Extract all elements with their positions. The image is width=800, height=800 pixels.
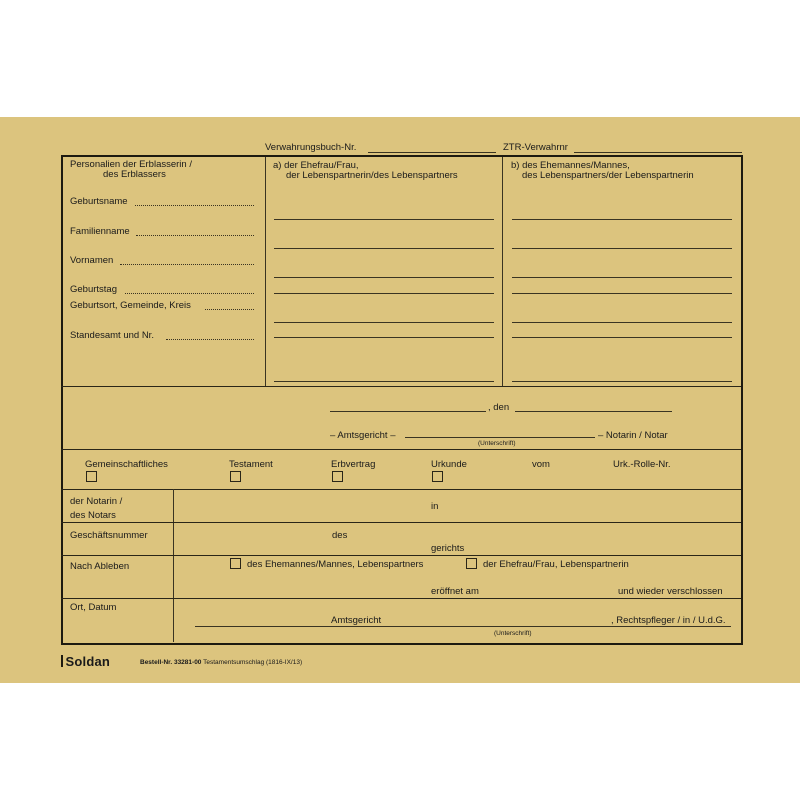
verwahrungsbuch-line[interactable] — [368, 152, 496, 153]
date-line[interactable] — [515, 411, 672, 412]
col-b-line[interactable] — [512, 293, 732, 294]
ehefrau-checkbox[interactable] — [466, 558, 477, 569]
geburtstag-line[interactable] — [125, 293, 254, 294]
place-line[interactable] — [330, 411, 486, 412]
notarin-label: – Notarin / Notar — [598, 430, 668, 441]
ehefrau-option-label: der Ehefrau/Frau, Lebenspartnerin — [483, 559, 629, 570]
order-info — [140, 659, 302, 666]
field-geburtstag: Geburtstag — [70, 284, 117, 295]
col-b-line[interactable] — [512, 219, 732, 220]
signature-line-2[interactable] — [195, 626, 731, 627]
col-a-subtitle: der Lebenspartnerin/des Lebenspartners — [286, 170, 458, 181]
ehemann-option-label: des Ehemannes/Mannes, Lebenspartners — [247, 559, 424, 570]
col-a-line[interactable] — [274, 381, 494, 382]
urkunde-checkbox[interactable] — [432, 471, 443, 482]
field-geburtsort: Geburtsort, Gemeinde, Kreis — [70, 300, 191, 311]
vom-label: vom — [532, 459, 550, 470]
column-divider-b — [502, 157, 503, 386]
field-vornamen: Vornamen — [70, 255, 114, 266]
column-divider-a — [265, 157, 266, 386]
field-familienname: Familienname — [70, 226, 130, 237]
unterschrift-caption-2: (Unterschrift) — [494, 630, 532, 637]
notars-row-label: des Notars — [70, 510, 116, 521]
col-b-line[interactable] — [512, 337, 732, 338]
personalien-title: Personalien der Erblasserin / — [70, 159, 192, 170]
familienname-line[interactable] — [136, 235, 254, 236]
personalien-subtitle: des Erblassers — [103, 169, 166, 180]
section-divider — [61, 449, 741, 450]
notarin-row-label: der Notarin / — [70, 496, 123, 507]
field-standesamt: Standesamt und Nr. — [70, 330, 154, 341]
ehemann-checkbox[interactable] — [230, 558, 241, 569]
ztr-line[interactable] — [574, 152, 742, 153]
col-a-line[interactable] — [274, 248, 494, 249]
type-erbvertrag: Erbvertrag — [331, 459, 376, 470]
geburtsort-line[interactable] — [205, 309, 254, 310]
order-description: Testamentsumschlag (1816-IX/13) — [203, 659, 303, 666]
logo-bar — [61, 655, 63, 667]
standesamt-line[interactable] — [166, 339, 254, 340]
erbvertrag-checkbox[interactable] — [332, 471, 343, 482]
testament-checkbox[interactable] — [230, 471, 241, 482]
gemeinschaftliches-checkbox[interactable] — [86, 471, 97, 482]
nach-ableben-label: Nach Ableben — [70, 561, 130, 572]
ztr-label: ZTR-Verwahrnr — [503, 142, 568, 153]
order-number: Bestell-Nr. 33281-00 — [140, 659, 202, 666]
col-a-line[interactable] — [274, 322, 494, 323]
row-divider — [61, 555, 741, 556]
geburtsname-line[interactable] — [135, 205, 254, 206]
geschaeftsnummer-label: Geschäftsnummer — [70, 530, 148, 541]
verwahrungsbuch-label: Verwahrungsbuch-Nr. — [265, 142, 357, 153]
soldan-logo — [61, 654, 110, 669]
amtsgericht-label: – Amtsgericht – — [330, 430, 396, 441]
label-column-divider — [173, 489, 174, 642]
amtsgericht2-label: Amtsgericht — [331, 615, 382, 626]
ort-datum-label: Ort, Datum — [70, 602, 117, 613]
col-b-subtitle: des Lebenspartners/der Lebenspartnerin — [522, 170, 694, 181]
col-b-line[interactable] — [512, 248, 732, 249]
col-b-title: b) des Ehemannes/Mannes, — [511, 160, 630, 171]
wieder-verschlossen-label: und wieder verschlossen — [618, 586, 723, 597]
urk-rolle-label: Urk.-Rolle-Nr. — [613, 459, 671, 470]
unterschrift-caption: (Unterschrift) — [478, 440, 516, 447]
section-divider — [61, 489, 741, 490]
col-a-line[interactable] — [274, 293, 494, 294]
in-label: in — [431, 501, 439, 512]
eroeffnet-label: eröffnet am — [431, 586, 479, 597]
vornamen-line[interactable] — [120, 264, 254, 265]
section-divider — [61, 386, 741, 387]
den-label: , den — [488, 402, 510, 413]
type-testament: Testament — [229, 459, 273, 470]
form-frame — [61, 155, 743, 645]
col-b-line[interactable] — [512, 277, 732, 278]
col-a-line[interactable] — [274, 277, 494, 278]
col-a-line[interactable] — [274, 337, 494, 338]
col-b-line[interactable] — [512, 322, 732, 323]
type-gemeinschaftliches: Gemeinschaftliches — [85, 459, 168, 470]
des-label: des — [332, 530, 348, 541]
brand-name: Soldan — [65, 654, 111, 669]
field-geburtsname: Geburtsname — [70, 196, 128, 207]
row-divider — [61, 522, 741, 523]
rechtspfleger-label: , Rechtspfleger / in / U.d.G. — [611, 615, 726, 626]
gerichts-label: gerichts — [431, 543, 465, 554]
row-divider — [61, 598, 741, 599]
type-urkunde: Urkunde — [431, 459, 467, 470]
col-b-line[interactable] — [512, 381, 732, 382]
col-a-title: a) der Ehefrau/Frau, — [273, 160, 359, 171]
col-a-line[interactable] — [274, 219, 494, 220]
